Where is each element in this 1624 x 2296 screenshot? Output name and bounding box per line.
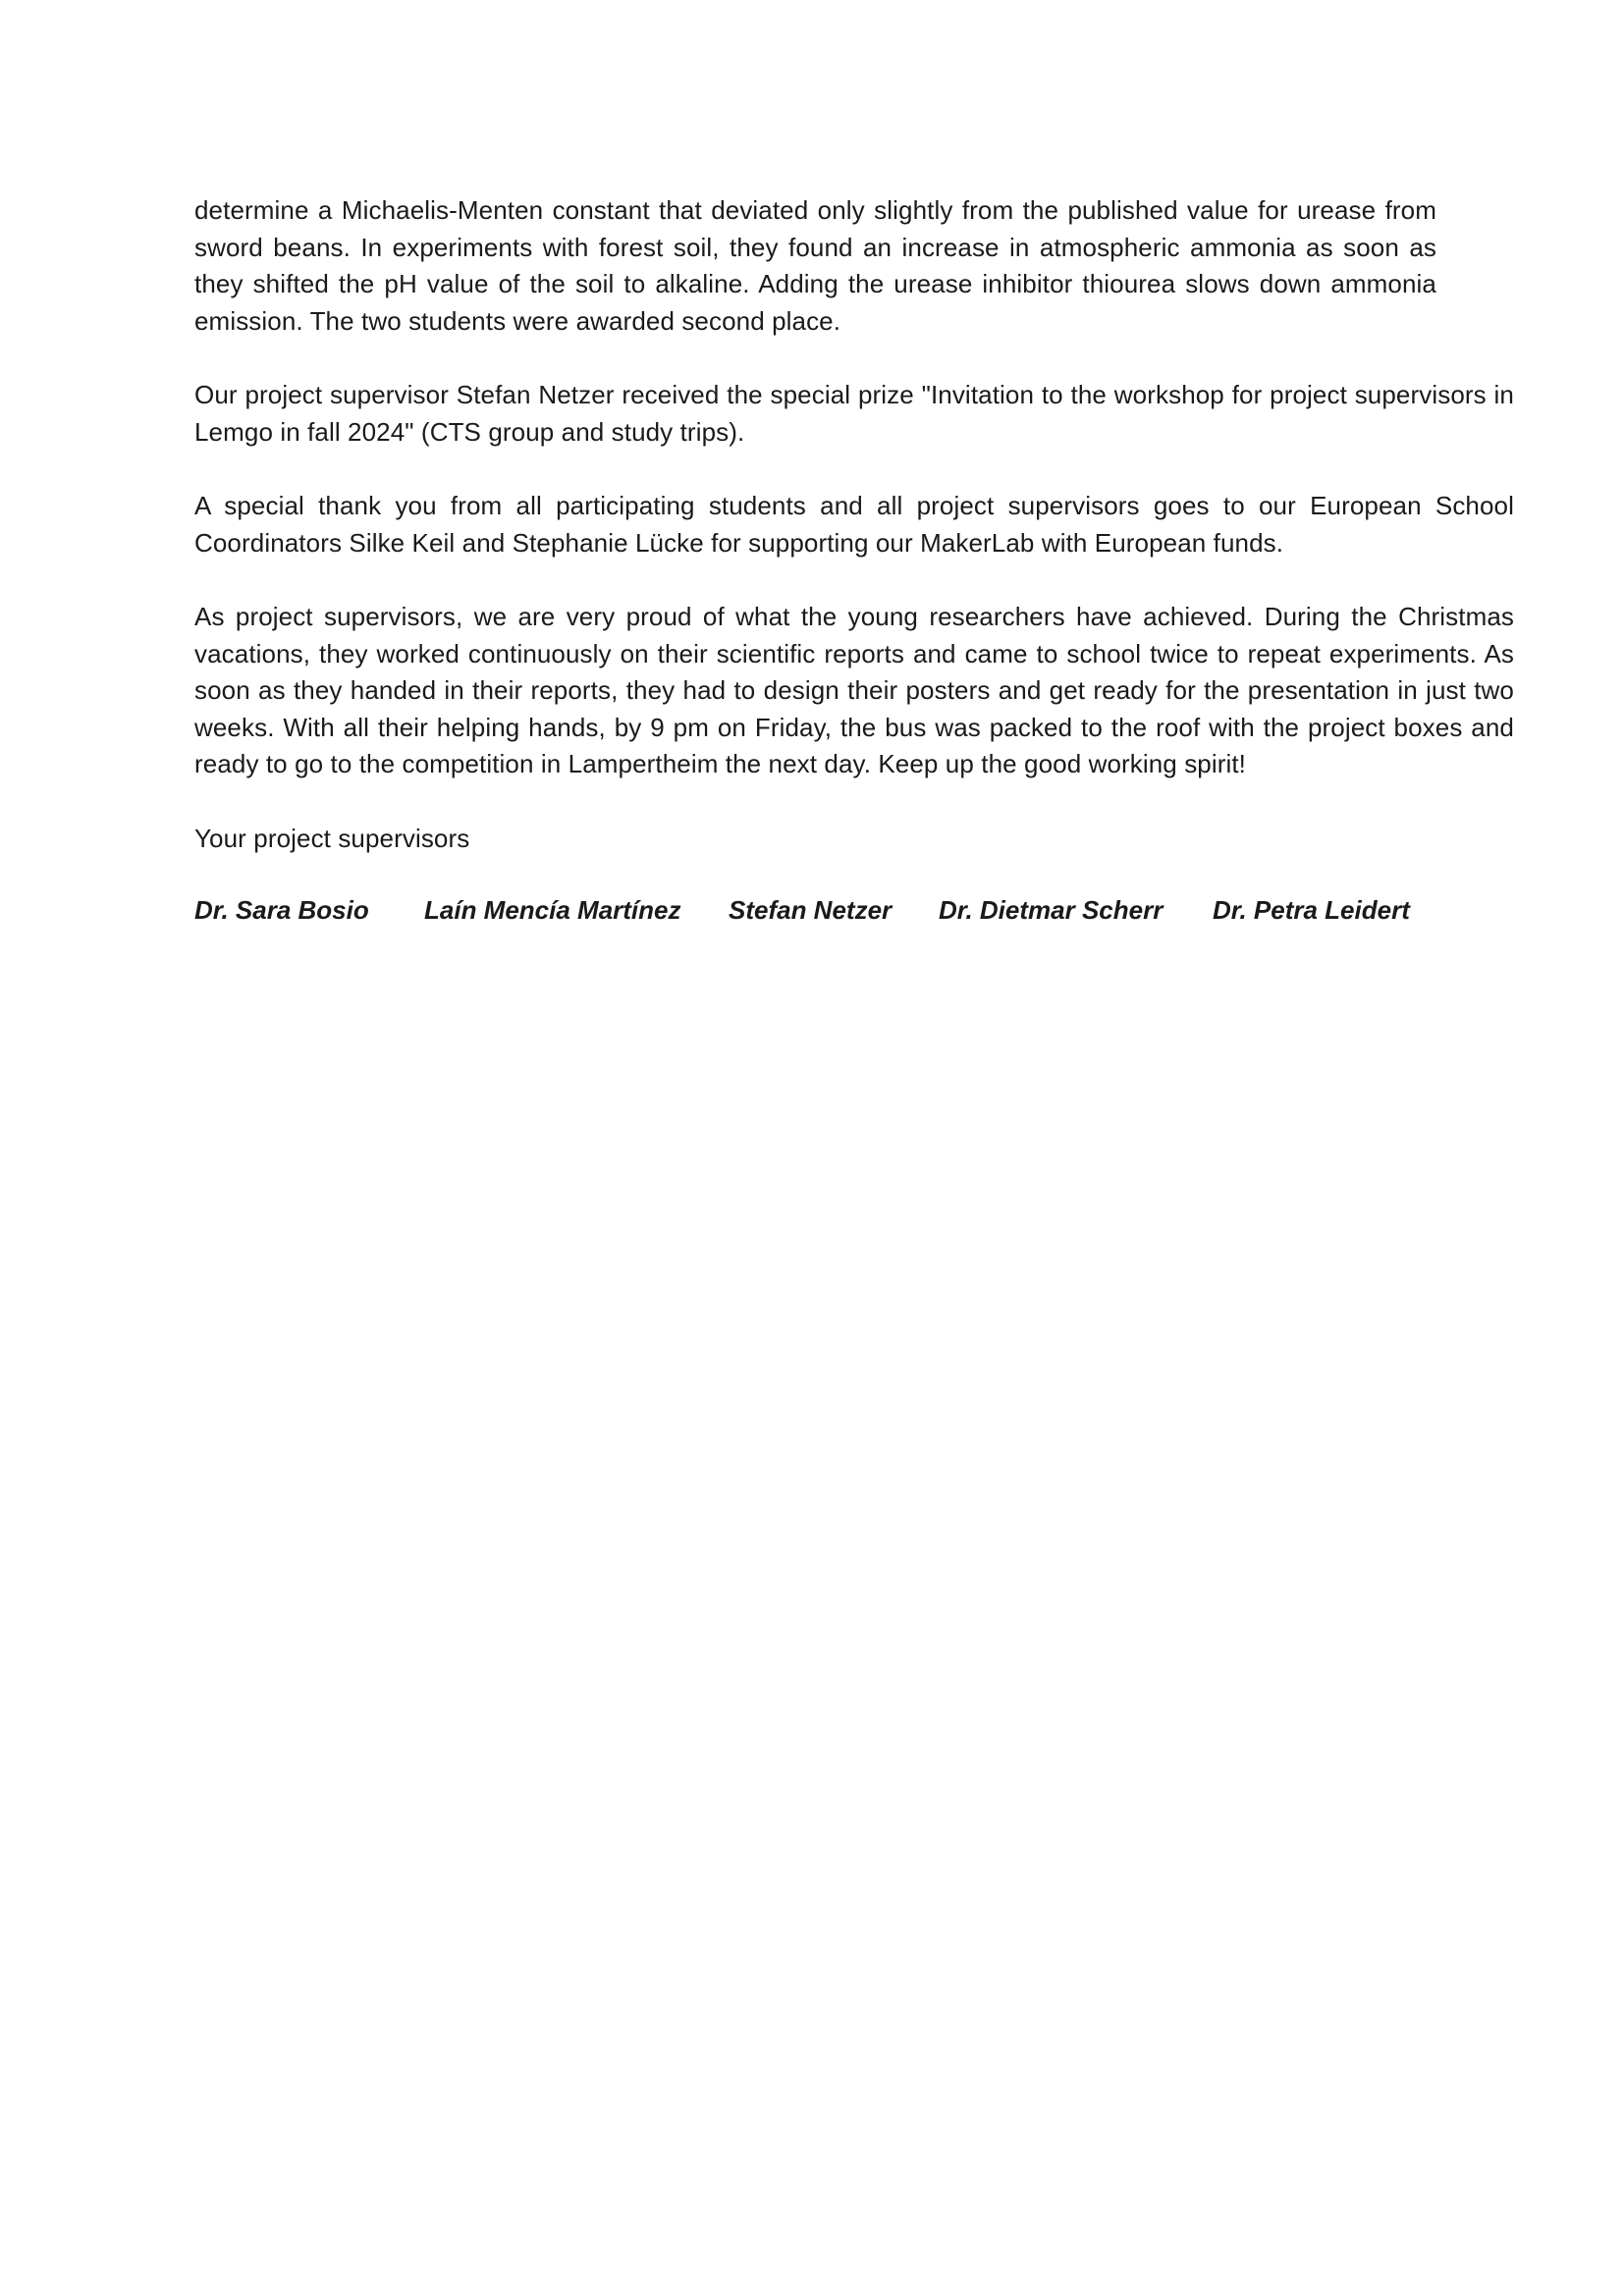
signature-name: Stefan Netzer <box>729 895 893 925</box>
signature-name: Laín Mencía Martínez <box>424 895 681 925</box>
paragraph-thank-you: A special thank you from all participating students and all project supervisors goes to our European School Coordinators Silke Keil and Stephanie Lücke for supporting our MakerLab with European funds. <box>194 491 1514 558</box>
signature-name: Dr. Sara Bosio <box>194 895 369 925</box>
signature-row <box>194 892 1514 930</box>
paragraph-results: determine a Michaelis-Menten constant that deviated only slightly from the published value for urease from sword beans. In experiments with forest soil, they found an increase in atmospheric ammonia as soon as they shifted the pH value of the soil to alkaline. Adding the urease inhibitor thiourea slows down ammonia emission. The two students were awarded second place. <box>194 195 1436 336</box>
paragraph-supervisors-pride: As project supervisors, we are very proud of what the young researchers have achieved. During the Christmas vacations, they worked continuously on their scientific reports and came to school twice to repeat experiments. As soon as they handed in their reports, they had to design their posters and get ready for the presentation in just two weeks. With all their helping hands, by 9 pm on Friday, the bus was packed to the roof with the project boxes and ready to go to the competition in Lampertheim the next day. Keep up the good working spirit! <box>194 602 1514 778</box>
document-body <box>194 192 1514 930</box>
signature-name: Dr. Petra Leidert <box>1213 895 1410 925</box>
signature-name: Dr. Dietmar Scherr <box>939 895 1164 925</box>
closing-line: Your project supervisors <box>194 823 470 853</box>
paragraph-special-prize: Our project supervisor Stefan Netzer received the special prize "Invitation to the workshop for project supervisors in Lemgo in fall 2024" (CTS group and study trips). <box>194 380 1514 447</box>
